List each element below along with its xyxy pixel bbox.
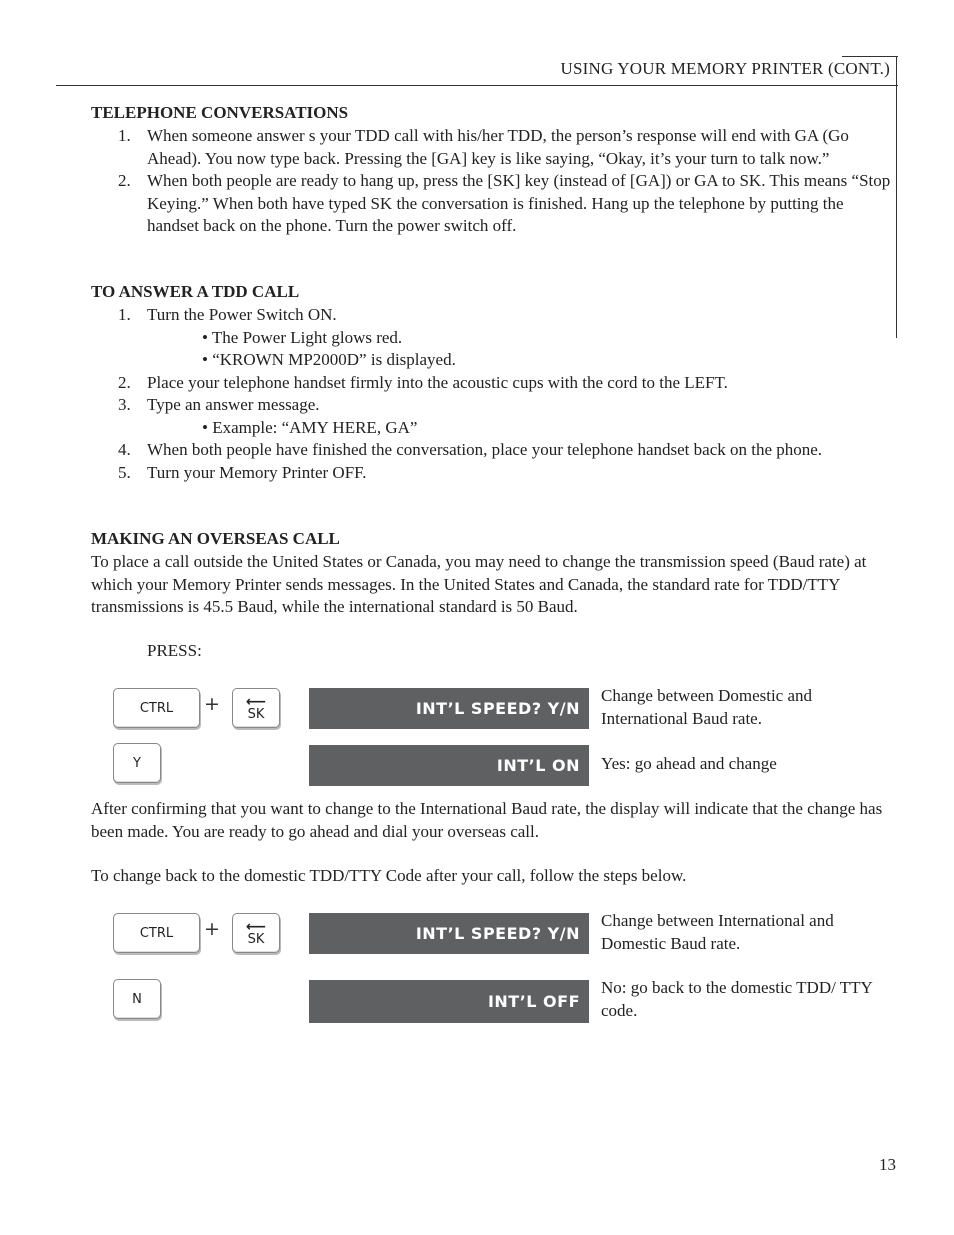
plus-sign: + xyxy=(204,918,220,940)
bullet-item: • Example: “AMY HERE, GA” xyxy=(202,417,418,437)
list-text: When both people have finished the conversation, place your telephone handset back on the phone. xyxy=(147,440,823,459)
overseas-section-title: MAKING AN OVERSEAS CALL xyxy=(91,529,340,548)
list-item xyxy=(91,394,891,417)
step-description: Change between Domestic and International Baud rate. xyxy=(601,686,813,728)
press-label: PRESS: xyxy=(147,641,202,660)
back-arrow-icon: ⟵ xyxy=(245,694,267,710)
list-number: 2. xyxy=(118,171,131,190)
sk-key xyxy=(232,688,280,728)
plus-sign: + xyxy=(204,693,220,715)
telephone-list xyxy=(91,125,891,238)
list-number: 4. xyxy=(118,440,131,459)
running-header: USING YOUR MEMORY PRINTER (CONT.) xyxy=(560,59,890,78)
list-text: Turn your Memory Printer OFF. xyxy=(147,462,367,482)
answer-section-title: TO ANSWER A TDD CALL xyxy=(91,282,300,301)
step-description: Change between International and Domestic Baud rate. xyxy=(601,911,834,953)
margin-rule xyxy=(896,56,897,338)
list-number: 1. xyxy=(118,305,131,324)
lcd-display: INT’L ON xyxy=(309,745,589,786)
sk-key xyxy=(232,913,280,953)
ctrl-key: CTRL xyxy=(113,913,200,953)
list-number: 1. xyxy=(118,126,131,145)
list-item xyxy=(91,372,891,395)
answer-list xyxy=(91,304,891,484)
list-text: When both people are ready to hang up, press the [SK] key (instead of [GA]) or GA to SK. This means “Stop Keying.” When both have typed SK the conversation is finished. Hang up the telephone by putting the handset back on the phone. Turn the power switch off. xyxy=(147,171,891,235)
lcd-display: INT’L SPEED? Y/N xyxy=(309,688,589,729)
change-back-paragraph: To change back to the domestic TDD/TTY Code after your call, follow the steps below. xyxy=(91,866,687,885)
lcd-display: INT’L SPEED? Y/N xyxy=(309,913,589,954)
list-text: Type an answer message. xyxy=(147,395,320,414)
telephone-section-title: TELEPHONE CONVERSATIONS xyxy=(91,103,349,122)
y-key: Y xyxy=(113,743,161,783)
n-key: N xyxy=(113,979,161,1019)
list-item xyxy=(91,462,891,485)
list-number: 3. xyxy=(118,395,131,414)
lcd-display: INT’L OFF xyxy=(309,980,589,1023)
confirm-paragraph: After confirming that you want to change to the International Baud rate, the display will indicate that the change has been made. You are ready to go ahead and dial your overseas call. xyxy=(91,799,883,841)
sk-key-label: SK xyxy=(247,932,265,947)
step-description: No: go back to the domestic TDD/ TTY code. xyxy=(601,978,873,1020)
overseas-intro: To place a call outside the United States or Canada, you may need to change the transmission speed (Baud rate) at which your Memory Printer sends messages. In the United States and Canada, the standard rate for TDD/TTY transmissions is 45.5 Baud, while the international standard is 50 Baud. xyxy=(91,552,867,616)
ctrl-key: CTRL xyxy=(113,688,200,728)
page-number: 13 xyxy=(879,1155,896,1174)
list-text: Place your telephone handset firmly into the acoustic cups with the cord to the LEFT. xyxy=(147,372,728,392)
list-text: Turn the Power Switch ON. xyxy=(147,305,337,324)
header-rule xyxy=(56,85,898,86)
bullet-item: • “KROWN MP2000D” is displayed. xyxy=(202,350,456,369)
step-description: Yes: go ahead and change xyxy=(601,754,777,773)
header-tab-rule xyxy=(842,56,898,57)
list-number: 2. xyxy=(118,372,131,392)
back-arrow-icon: ⟵ xyxy=(245,919,267,935)
list-item xyxy=(91,125,891,170)
list-item xyxy=(91,304,891,327)
list-item xyxy=(91,170,891,238)
list-item xyxy=(91,439,847,462)
list-number: 5. xyxy=(118,462,131,482)
sk-key-label: SK xyxy=(247,707,265,722)
list-text: When someone answer s your TDD call with his/her TDD, the person’s response will end with GA (Go Ahead). You now type back. Pressing the [GA] key is like saying, “Okay, it’s your turn to talk now.” xyxy=(147,126,849,168)
bullet-item: • The Power Light glows red. xyxy=(202,327,403,347)
